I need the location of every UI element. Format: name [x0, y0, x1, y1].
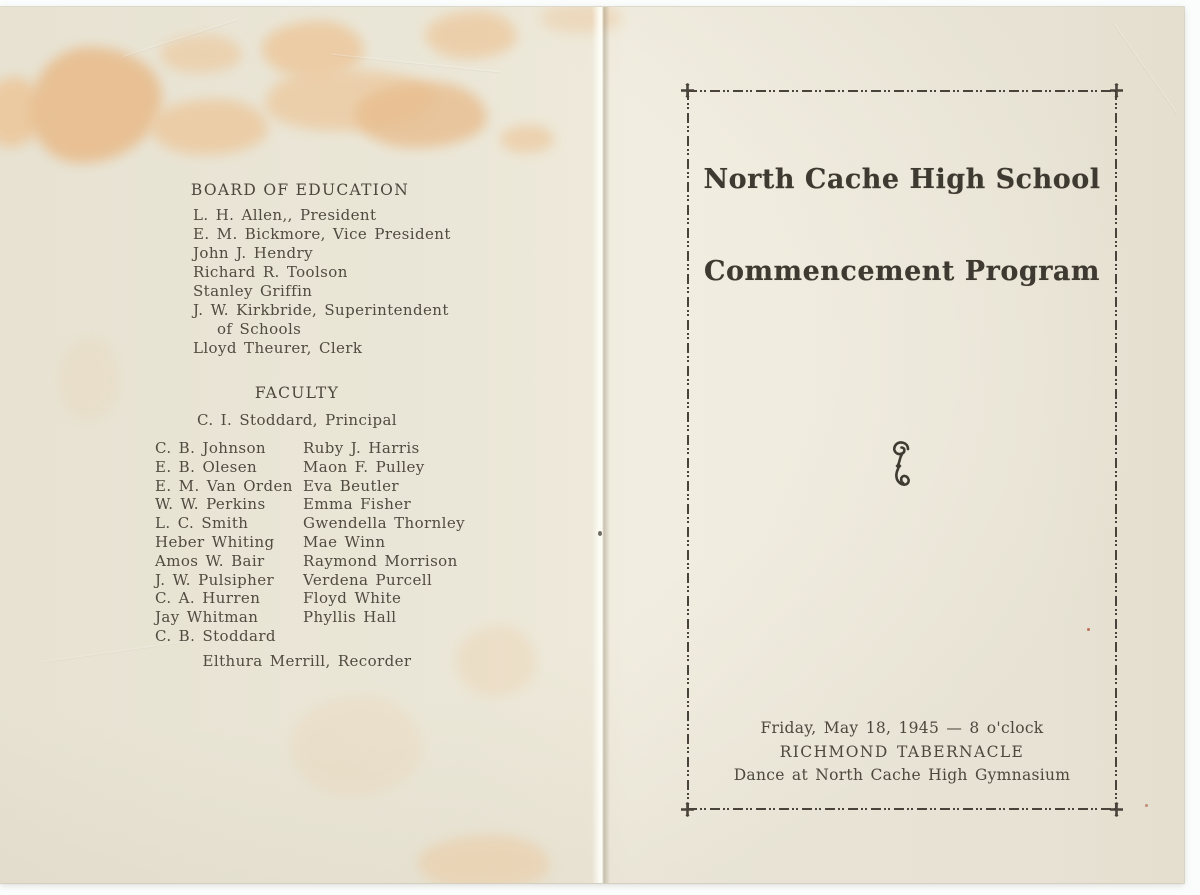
dance-note-line: Dance at North Cache High Gymnasium	[733, 766, 1071, 784]
stain-blob	[290, 695, 422, 797]
faculty-name: L. C. Smith	[155, 514, 249, 533]
border-edge-left	[687, 90, 689, 810]
faculty-name: Gwendella Thornley	[303, 514, 466, 533]
faculty-row	[155, 627, 473, 646]
center-fold-crease	[592, 7, 610, 883]
faculty-heading: FACULTY	[254, 384, 340, 402]
board-member: J. W. Kirkbride, Superintendent	[193, 301, 449, 319]
recorder-line: Elthura Merrill, Recorder	[202, 652, 412, 670]
faculty-name: C. A. Hurren	[155, 589, 261, 608]
cross-corner-icon	[680, 83, 695, 98]
stain-blob	[500, 125, 554, 153]
school-name-title: North Cache High School	[703, 164, 1101, 195]
faculty-name: C. B. Stoddard	[155, 626, 276, 645]
board-of-education-heading: BOARD OF EDUCATION	[190, 181, 410, 199]
faculty-row	[155, 608, 473, 627]
faculty-row	[155, 589, 473, 608]
faculty-name: C. B. Johnson	[155, 439, 266, 457]
scroll-flourish-icon	[886, 439, 914, 495]
border-edge-top	[687, 90, 1117, 92]
faculty-name: Maon F. Pulley	[303, 457, 425, 476]
board-member: John J. Hendry	[193, 244, 313, 262]
border-edge-right	[1115, 90, 1117, 810]
stain-blob	[150, 99, 268, 155]
principal-line: C. I. Stoddard, Principal	[197, 411, 397, 429]
faculty-table	[155, 439, 473, 646]
board-member: L. H. Allen,, President	[193, 206, 377, 224]
faculty-row	[155, 552, 473, 571]
ink-speck	[598, 531, 602, 536]
faculty-row	[155, 514, 473, 533]
paper-sheet	[0, 7, 1184, 883]
faculty-name: Emma Fisher	[303, 495, 412, 514]
faculty-row	[155, 439, 473, 458]
faculty-name: Verdena Purcell	[303, 570, 433, 589]
ink-speck	[1145, 804, 1148, 807]
faculty-row	[155, 533, 473, 552]
border-edge-bottom	[687, 808, 1117, 810]
board-member: Richard R. Toolson	[193, 263, 348, 281]
event-date-line: Friday, May 18, 1945 — 8 o'clock	[760, 719, 1044, 737]
board-member-wrap-line: of Schools	[217, 320, 302, 338]
faculty-name: Raymond Morrison	[303, 551, 458, 570]
cross-corner-icon	[680, 802, 695, 817]
faculty-name: Floyd White	[303, 589, 402, 608]
cross-corner-icon	[1109, 83, 1124, 98]
stain-blob	[425, 11, 517, 59]
cross-corner-icon	[1109, 802, 1124, 817]
faculty-name: Amos W. Bair	[155, 551, 265, 570]
faculty-name: Phyllis Hall	[303, 608, 397, 627]
faculty-name: W. W. Perkins	[155, 495, 266, 514]
faculty-name: J. W. Pulsipher	[155, 570, 275, 589]
venue-line: RICHMOND TABERNACLE	[779, 742, 1025, 761]
event-details	[687, 717, 1117, 788]
board-member: Stanley Griffin	[193, 282, 313, 300]
paper-crease	[1112, 23, 1178, 115]
faculty-row	[155, 477, 473, 496]
stain-blob	[58, 337, 120, 421]
faculty-row	[155, 458, 473, 477]
faculty-name: Heber Whiting	[155, 532, 275, 551]
faculty-name: Jay Whitman	[155, 608, 259, 627]
board-member: E. M. Bickmore, Vice President	[193, 225, 451, 243]
stain-blob	[355, 82, 487, 148]
faculty-name: Eva Beutler	[303, 476, 399, 495]
faculty-row	[155, 571, 473, 590]
faculty-name: Mae Winn	[303, 532, 386, 551]
stain-blob	[418, 835, 550, 883]
faculty-name: E. B. Olesen	[155, 457, 258, 476]
program-title: Commencement Program	[703, 256, 1100, 287]
board-member: Lloyd Theurer, Clerk	[193, 339, 363, 357]
faculty-name: Ruby J. Harris	[303, 439, 420, 457]
stain-blob	[30, 47, 162, 163]
faculty-name	[303, 627, 473, 646]
faculty-row	[155, 495, 473, 514]
faculty-name: E. M. Van Orden	[155, 476, 293, 495]
board-members-list	[193, 206, 451, 358]
